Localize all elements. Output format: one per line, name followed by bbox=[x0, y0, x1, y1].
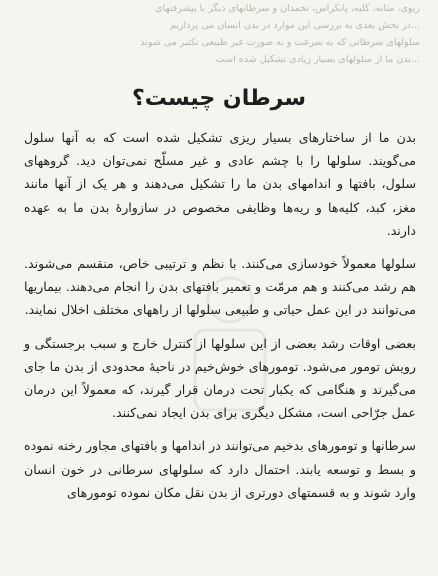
paragraph: بدن ما از ساختارهای بسیار ریزی تشکیل شده است که به آنها سلول می‌گویند. سلولها را با چشم عادی و غیر مسلّح نمی‌توان دید. گروههای سلول، بافتها و اندامهای بدن ما را تشکیل می‌دهند و هر یک از آنها مانند مغز، کبد، کلیه‌ها و ریه‌ها وظایفی مخصوص در سازوارهٔ بدن ما به عهده دارند. bbox=[24, 130, 416, 238]
bleed-line: ریوی، مثانه، کلیه، پانکراس، تخمدان و سرطانهای دیگر با پیشرفتهای bbox=[155, 3, 420, 14]
bleed-line: ...در بخش بعدی به بررسی این موارد در بدن انسان می پردازیم bbox=[169, 20, 420, 31]
page-title: سرطان چیست؟ bbox=[131, 86, 306, 111]
paragraph: بعضی اوقات رشد بعضی از این سلولها از کنترل خارج و سبب برجستگی و رویش تومور می‌شود. تومورهای خوش‌خیم در ناحیهٔ محدودی از بدن ما جای می‌گیرند و هنگامی که یکبار تحت درمان قرار گیرند، که معمولاً این درمان عمل جرّاحی است، مشکل دیگری برای بدن ایجاد نمی‌کنند. bbox=[24, 335, 416, 421]
bleed-through-text bbox=[36, 0, 420, 88]
paragraph: سرطانها و تومورهای بدخیم می‌توانند در اندامها و بافتهای مجاور رخنه نموده و بسط و توسعه یابند. احتمال دارد که سلولهای سرطانی در خون انسان وارد شوند و به قسمتهای دورتری از بدن نقل مکان نموده تومورهای bbox=[24, 438, 416, 500]
bleed-line: سلولهای سرطانی که به سرعت و به صورت غیر طبیعی تکثیر می شوند bbox=[140, 37, 420, 48]
body-text bbox=[24, 126, 416, 514]
paragraph: سلولها معمولاً خودسازی می‌کنند. با نظم و ترتیبی خاص، منقسم می‌شوند. هم رشد می‌کنند و هم مرمّت و تعمیر بافتهای بدن را انجام می‌دهند. بیماریها می‌توانند در این عمل حیاتی و طبیعی سلولها از راههای مختلف اخلال نمایند. bbox=[24, 256, 416, 318]
bleed-line: ...بدن ما از سلولهای بسیار زیادی تشکیل شده است bbox=[215, 54, 420, 65]
